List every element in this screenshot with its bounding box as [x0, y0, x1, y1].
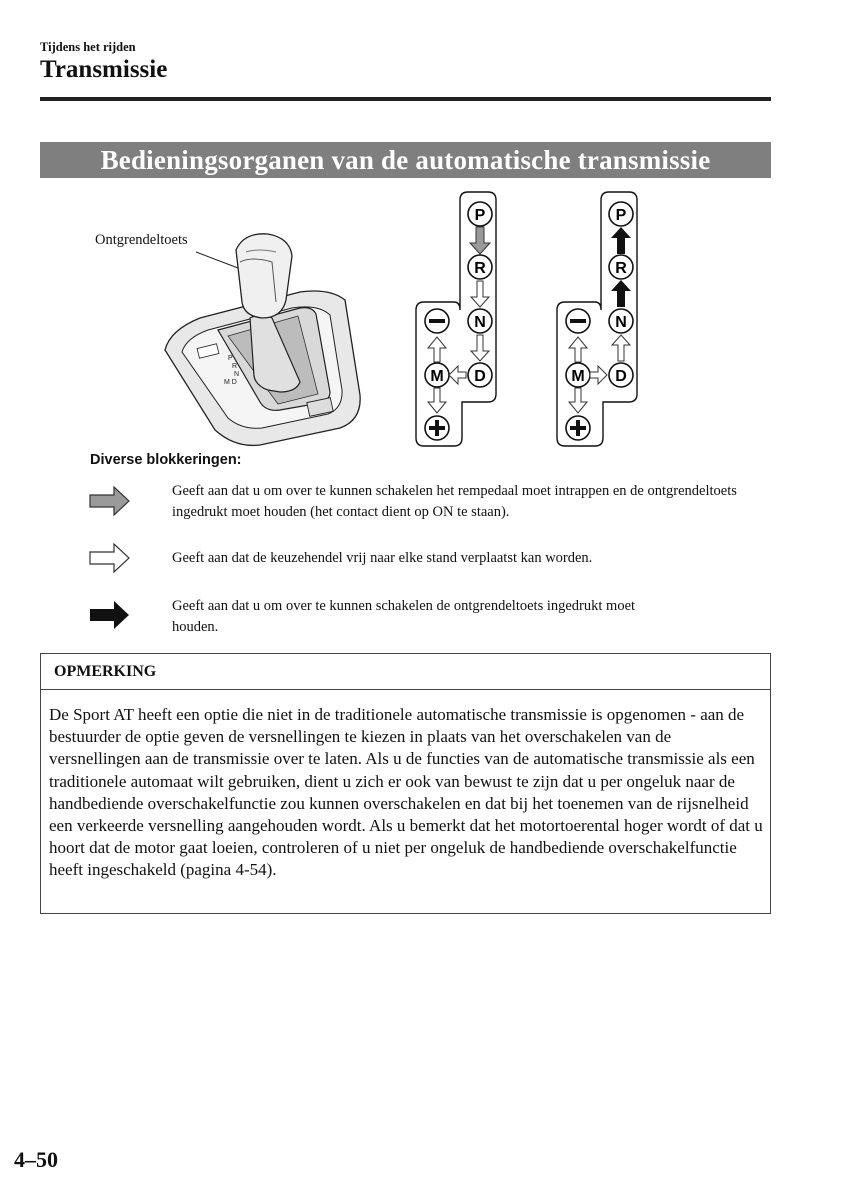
svg-text:R: R [474, 260, 486, 277]
gray-arrow-icon [88, 485, 132, 517]
shift-gate-right [557, 192, 637, 446]
note-box [40, 653, 771, 914]
svg-text:M: M [430, 368, 444, 385]
svg-text:D: D [474, 368, 486, 385]
release-button-label: Ontgrendeltoets [95, 232, 188, 248]
black-arrow-icon [88, 599, 132, 631]
svg-text:N: N [615, 314, 627, 331]
outline-arrow-icon [88, 542, 132, 574]
svg-text:P: P [615, 207, 627, 224]
page-number: 4–50 [14, 1147, 58, 1172]
section-banner: Bedieningsorganen van de automatische transmissie [40, 142, 771, 178]
note-heading: OPMERKING [41, 654, 770, 690]
svg-text:M: M [571, 368, 585, 385]
shift-lever-figure [0, 185, 845, 450]
svg-text:P: P [228, 355, 233, 362]
chapter-title: Transmissie [40, 56, 168, 83]
svg-text:R: R [615, 260, 627, 277]
legend-item-black: Geeft aan dat u om over te kunnen schakelen de ontgrendeltoets ingedrukt moet houden. [172, 598, 636, 635]
svg-text:D: D [615, 368, 627, 385]
shift-gate-left [416, 192, 496, 446]
section-label: Tijdens het rijden [40, 40, 136, 54]
header-rule [40, 97, 771, 101]
legend-item-outline: Geeft aan dat de keuzehendel vrij naar elke stand verplaatst kan worden. [172, 550, 593, 566]
svg-text:R: R [232, 363, 238, 370]
svg-text:P: P [474, 207, 486, 224]
note-body: De Sport AT heeft een optie die niet in de traditionele automatische transmissie is opgenomen - aan de bestuurder de optie geven de versnellingen te kiezen in plaats van het overschakelen van de versnellingen aan de transmissie over te laten. Als u de functies van de automatische transmissie als een traditionele automaat wilt gebruiken, dient u zich er ook van bewust te zijn dat u per ongeluk naar de handbediende overschakelfunctie zou kunnen overschakelen en dat bij het toenemen van de rijsnelheid een verkeerde versnelling aangehouden wordt. Als u bemerkt dat het motortoerental hoger wordt of dat u hoort dat de motor gaat loeien, controleren of u niet per ongeluk de handbediende overschakelfunctie heeft ingeschakeld (pagina 4-54). [49, 705, 763, 880]
svg-text:N: N [474, 314, 486, 331]
svg-text:N: N [234, 371, 240, 378]
legend-heading: Diverse blokkeringen: [90, 452, 242, 468]
shift-console-illustration [165, 234, 360, 446]
legend-item-gray: Geeft aan dat u om over te kunnen schakelen het rempedaal moet intrappen en de ontgrendeltoets ingedrukt moet houden (het contact dient op ON te staan). [172, 483, 737, 520]
svg-text:M D: M D [224, 379, 237, 386]
